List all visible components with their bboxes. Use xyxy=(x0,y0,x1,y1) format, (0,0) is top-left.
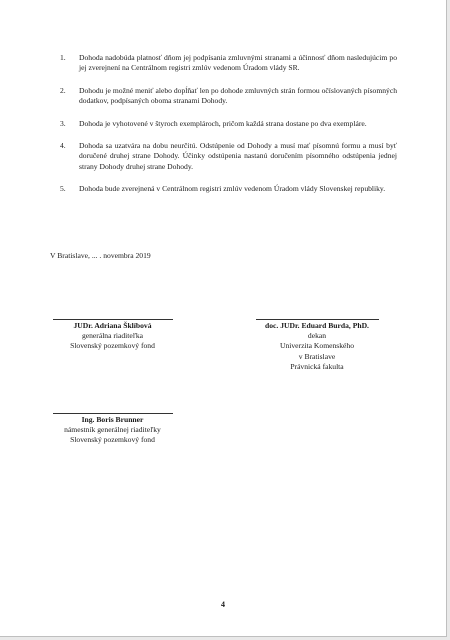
place-date: V Bratislave, ... . novembra 2019 xyxy=(50,251,151,260)
clause-text: Dohoda je vyhotovené v štyroch exemplároch, pričom každá strana dostane po dva exempláre. xyxy=(79,118,367,128)
page-number: 4 xyxy=(221,600,225,609)
clause-number: 4. xyxy=(60,141,66,151)
signature-line xyxy=(53,413,173,414)
signature-block-left-bottom xyxy=(35,413,190,446)
clause-item xyxy=(60,119,397,129)
clause-item xyxy=(60,184,397,194)
signature-line xyxy=(256,319,379,320)
signatory-faculty: Právnická fakulta xyxy=(290,361,344,371)
signature-block-left-top xyxy=(45,319,180,352)
clause-text: Dohoda nadobúda platnosť dňom jej podpísania zmluvnými stranami a účinnosť dňom nasledujúcim po jej zverejnení na Centrálnom registri zmlúv vedenom Úradom vlády SR. xyxy=(79,53,397,73)
signatory-organization: Univerzita Komenského xyxy=(279,341,355,351)
signatory-title: generálna riaditeľka xyxy=(81,331,144,341)
signatory-name: JUDr. Adriana Šklíbová xyxy=(73,321,152,330)
clause-number: 3. xyxy=(60,118,66,128)
signatory-title: námestník generálnej riaditeľky xyxy=(64,425,161,435)
clause-item xyxy=(60,86,397,107)
signatory-organization: Slovenský pozemkový fond xyxy=(70,341,155,351)
signature-line xyxy=(53,319,173,320)
signatory-name: doc. JUDr. Eduard Burda, PhD. xyxy=(265,321,369,330)
clause-list xyxy=(60,53,397,195)
signatory-organization-city: v Bratislave xyxy=(298,351,336,361)
clause-number: 5. xyxy=(60,184,66,194)
clause-number: 1. xyxy=(60,53,66,62)
signature-block-right-top xyxy=(243,319,391,372)
signatory-name: Ing. Boris Brunner xyxy=(81,415,144,424)
clause-text: Dohoda sa uzatvára na dobu neurčitú. Odstúpenie od Dohody a musí mať písomnú formu a musí byť doručené druhej strane Dohody. Účinky odstúpenia nastanú doručením písomného odstúpenia jednej strany Dohody druhej strane Dohody. xyxy=(79,141,397,171)
clause-number: 2. xyxy=(60,85,66,95)
clause-text: Dohoda bude zverejnená v Centrálnom registri zmlúv vedenom Úradom vlády Slovenskej republiky. xyxy=(79,184,386,194)
clause-item xyxy=(60,53,397,74)
signatory-organization: Slovenský pozemkový fond xyxy=(70,435,155,445)
clause-text: Dohodu je možné meniť alebo dopĺňať len po dohode zmluvných strán formou očíslovaných písomných dodatkov, podpísaných oboma stranami Dohody. xyxy=(79,85,397,106)
signatory-title: dekan xyxy=(307,331,327,341)
clause-item xyxy=(60,141,397,172)
